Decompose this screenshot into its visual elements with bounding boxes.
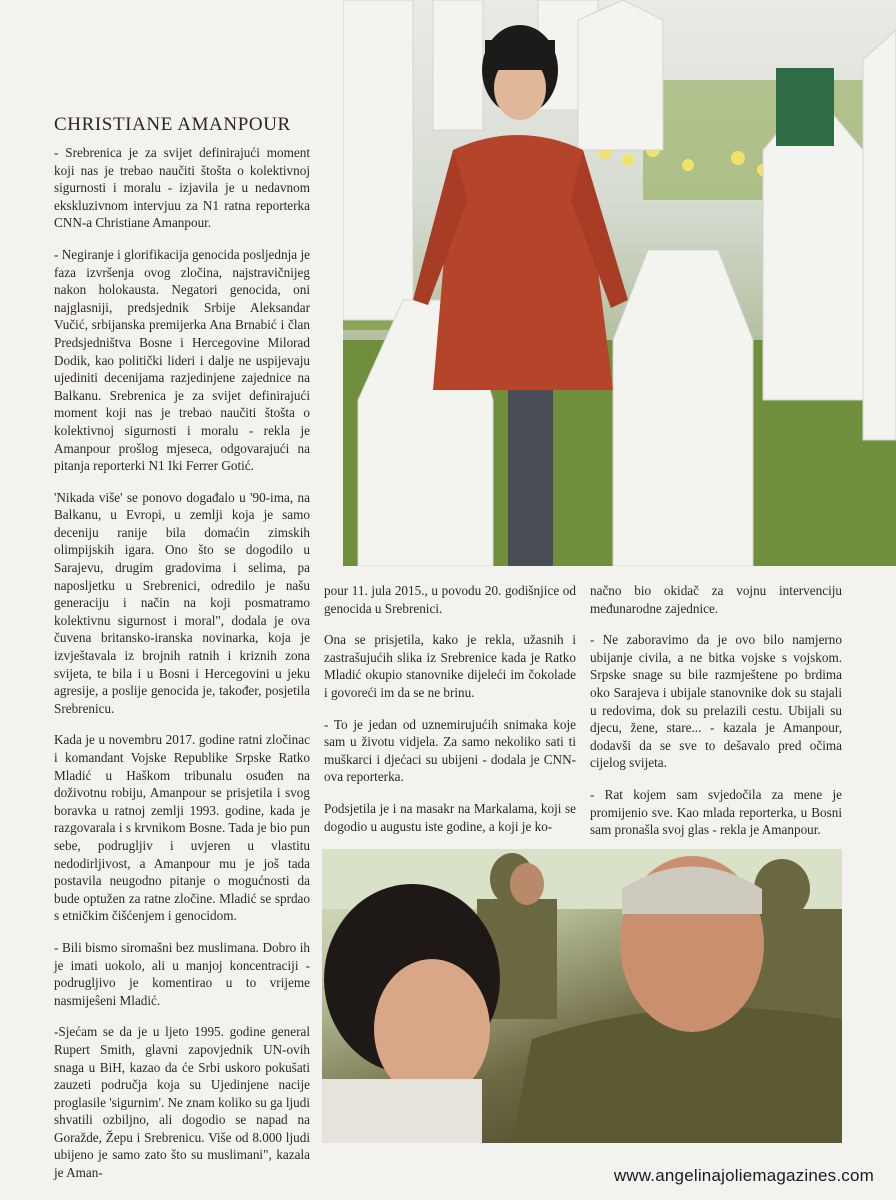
watermark-url: www.angelinajoliemagazines.com <box>613 1166 874 1185</box>
article-headline: CHRISTIANE AMANPOUR <box>54 114 291 135</box>
paragraph: pour 11. jula 2015., u povodu 20. godišnjice od genocida u Srebrenici. <box>324 583 576 616</box>
cemetery-photo <box>343 0 896 566</box>
paragraph: - Negiranje i glorifikacija genocida posljednja je faza izvršenja ovog zločina, najstravičnijeg nakon holokausta. Negatori genocida, oni najglasniji, predsjednik Srbije Aleksandar Vučić, srbijanska premijerka Ana Brnabić i član Predsjedništva Bosne i Hercegovine Milorad Dodik, kao politički lideri i dalje ne uspijevaju ujediniti decenijama razjedinjene zajednice na Balkanu. Srebrenica je za svijet definirajući moment koji nas je trebao naučiti štošta o kolektivnoj sigurnosti i moralu - rekla je Amanpour prošlog mjeseca, odgovarajući na pitanja reporterki N1 Iki Ferrer Gotić. <box>54 246 310 474</box>
article-column-1 <box>54 144 310 1196</box>
paragraph: - To je jedan od uznemirujućih snimaka koje sam u životu vidjela. Za samo nekoliko sati ti muškarci i djećaci su ubijeni - dodala je CNN-ova reporterka. <box>324 716 576 785</box>
archive-photo <box>322 849 842 1143</box>
article-column-2 <box>324 582 576 849</box>
paragraph: 'Nikada više' se ponovo događalo u '90-ima, na Balkanu, u Evropi, u zemlji koja je samo deceniju ranije bila domaćin zimskih olimpijskih igara. Ono što se dogodilo u Sarajevu, drugim gradovima i selima, pa naposljetku u Srebrenici, odredilo je našu generaciju i način na koji posmatramo kolektivnu sigurnost i moral", dodala je ova čuvena britansko-iranska novinarka, koja je izvještavala iz brojnih ratnih i kriznih zona svijeta, te bila i u Bosni i Hercegovini u jeku agresije, a poslije genocida je, također, posjetila Srebrenicu. <box>54 489 310 716</box>
paragraph: -Sjećam se da je u ljeto 1995. godine general Rupert Smith, glavni zapovjednik UN-ovih snaga u BiH, kazao da će Srbi uskoro pokušati zauzeti područja koja su Ujedinjene nacije proglasile 'sigurnim'. Ne znam koliko su ga ljudi shvatili ozbiljno, ali dogodio se napad na Goražde, Žepu i Srebrenicu. Više od 8.000 ljudi ubijeno je samo zato što su muslimani", kazala je Aman- <box>54 1024 311 1181</box>
paragraph: Ona se prisjetila, kako je rekla, užasnih i zastrašujućih slika iz Srebrenice kada je Ratko Mladić okupio stanovnike dijeleći im čokolade i govoreći im da se ne brinu. <box>324 632 576 700</box>
paragraph: Kada je u novembru 2017. godine ratni zločinac i komandant Vojske Republike Srpske Ratko Mladić u Haškom tribunalu osuđen na doživotnu robiju, Amanpour se prisjetila i svog boravka u ratnoj zemlji 1993. godine, kada je razgovarala i s krvnikom Bosne. Tada je bio pun sebe, podrugljiv i uvjeren u vlastitu nedodirljivost, a Amanpour mu je još tada postavila neugodno pitanje o mogućnosti da bude optužen za ratne zločine. Mladić se sprdao s etničkim čišćenjem i genocidom. <box>54 732 310 924</box>
paragraph: - Ne zaboravimo da je ovo bilo namjerno ubijanje civila, a ne bitka vojske s vojskom. Srpske snage su bile razmještene po brdima oko Sarajeva i ubijale stanovnike dok su stajali u redovima, dok su prelazili cestu. Ubijali su djecu, žene, stare... - kazala je Amanpour, dodavši da se sve to dešavalo pred očima cijelog svijeta. <box>590 632 842 771</box>
paragraph: - Srebrenica je za svijet definirajući moment koji nas je trebao naučiti štošta o kolektivnoj sigurnosti i moralu - izjavila je u nedavnom ekskluzivnom intervjuu za N1 ratna reporterka CNN-a Christiane Amanpour. <box>54 145 310 231</box>
paragraph: - Rat kojem sam svjedočila za mene je promijenio sve. Kao mlada reporterka, u Bosni sam pronašla svoj glas - rekla je Amanpour. <box>590 786 842 838</box>
paragraph: Podsjetila je i na masakr na Markalama, koji se dogodio u augustu iste godine, a koji je ko- <box>324 800 576 834</box>
paragraph: - Bili bismo siromašni bez muslimana. Dobro ih je imati uokolo, ali u manjoj koncentraciji - podrugljivo je komentirao u to vrijeme nasmijeŝeni Mladić. <box>54 939 310 1008</box>
paragraph: načno bio okidač za vojnu intervenciju međunarodne zajednice. <box>590 583 842 616</box>
article-column-3 <box>590 582 842 853</box>
